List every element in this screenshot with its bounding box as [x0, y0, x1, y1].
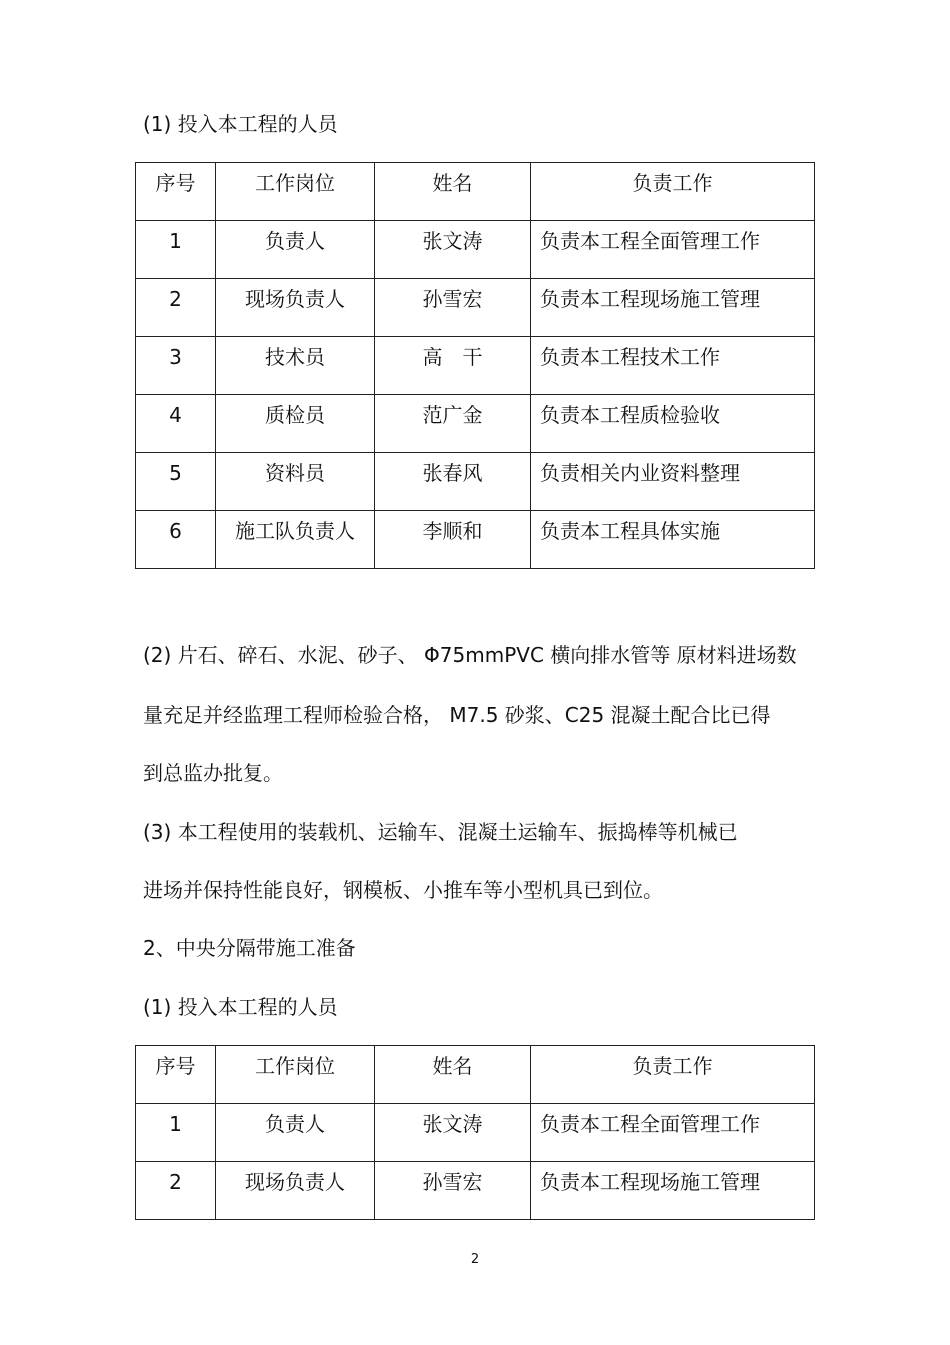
cell-position: 负责人	[216, 1104, 375, 1162]
cell-seq: 5	[136, 453, 216, 511]
cell-duty: 负责本工程现场施工管理	[531, 279, 815, 337]
cell-position: 施工队负责人	[216, 511, 375, 569]
personnel-table-2	[135, 1045, 815, 1220]
header-position: 工作岗位	[216, 1046, 375, 1104]
section-heading-personnel-2: (1) 投入本工程的人员	[143, 995, 338, 1019]
cell-name: 张文涛	[375, 1104, 531, 1162]
paragraph-materials-line2: 量充足并经监理工程师检验合格， M7.5 砂浆、C25 混凝土配合比已得	[143, 703, 771, 727]
table-header-row	[136, 1046, 815, 1104]
table-row	[136, 511, 815, 569]
cell-position: 技术员	[216, 337, 375, 395]
cell-seq: 6	[136, 511, 216, 569]
personnel-table	[135, 162, 815, 569]
cell-duty: 负责本工程现场施工管理	[531, 1162, 815, 1220]
paragraph-machinery-line2: 进场并保持性能良好，钢模板、小推车等小型机具已到位。	[143, 878, 663, 902]
cell-seq: 2	[136, 1162, 216, 1220]
cell-name: 范广金	[375, 395, 531, 453]
cell-duty: 负责本工程全面管理工作	[531, 221, 815, 279]
cell-name: 高 干	[375, 337, 531, 395]
cell-name: 孙雪宏	[375, 1162, 531, 1220]
section-heading-personnel: (1) 投入本工程的人员	[143, 112, 338, 136]
table-row	[136, 221, 815, 279]
table-row	[136, 395, 815, 453]
table-row	[136, 1162, 815, 1220]
cell-position: 质检员	[216, 395, 375, 453]
table-header-row	[136, 163, 815, 221]
header-duty: 负责工作	[531, 1046, 815, 1104]
cell-name: 孙雪宏	[375, 279, 531, 337]
cell-duty: 负责本工程质检验收	[531, 395, 815, 453]
header-duty: 负责工作	[531, 163, 815, 221]
header-position: 工作岗位	[216, 163, 375, 221]
cell-position: 负责人	[216, 221, 375, 279]
cell-seq: 4	[136, 395, 216, 453]
table-row	[136, 337, 815, 395]
table-row	[136, 453, 815, 511]
cell-seq: 1	[136, 221, 216, 279]
section-heading-median: 2、中央分隔带施工准备	[143, 936, 356, 960]
paragraph-materials-line1: (2) 片石、碎石、水泥、砂子、 Φ75mmPVC 横向排水管等 原材料进场数	[143, 643, 797, 667]
page-number: 2	[470, 1252, 480, 1267]
cell-seq: 3	[136, 337, 216, 395]
cell-seq: 1	[136, 1104, 216, 1162]
cell-duty: 负责相关内业资料整理	[531, 453, 815, 511]
header-name: 姓名	[375, 1046, 531, 1104]
cell-seq: 2	[136, 279, 216, 337]
table-row	[136, 279, 815, 337]
cell-duty: 负责本工程具体实施	[531, 511, 815, 569]
cell-duty: 负责本工程技术工作	[531, 337, 815, 395]
paragraph-machinery-line1: (3) 本工程使用的装载机、运输车、混凝土运输车、振捣棒等机械已	[143, 820, 738, 844]
cell-duty: 负责本工程全面管理工作	[531, 1104, 815, 1162]
cell-name: 李顺和	[375, 511, 531, 569]
cell-position: 现场负责人	[216, 1162, 375, 1220]
cell-name: 张春风	[375, 453, 531, 511]
header-seq: 序号	[136, 1046, 216, 1104]
paragraph-materials-line3: 到总监办批复。	[143, 761, 283, 785]
cell-position: 资料员	[216, 453, 375, 511]
header-name: 姓名	[375, 163, 531, 221]
table-row	[136, 1104, 815, 1162]
cell-name: 张文涛	[375, 221, 531, 279]
cell-position: 现场负责人	[216, 279, 375, 337]
header-seq: 序号	[136, 163, 216, 221]
